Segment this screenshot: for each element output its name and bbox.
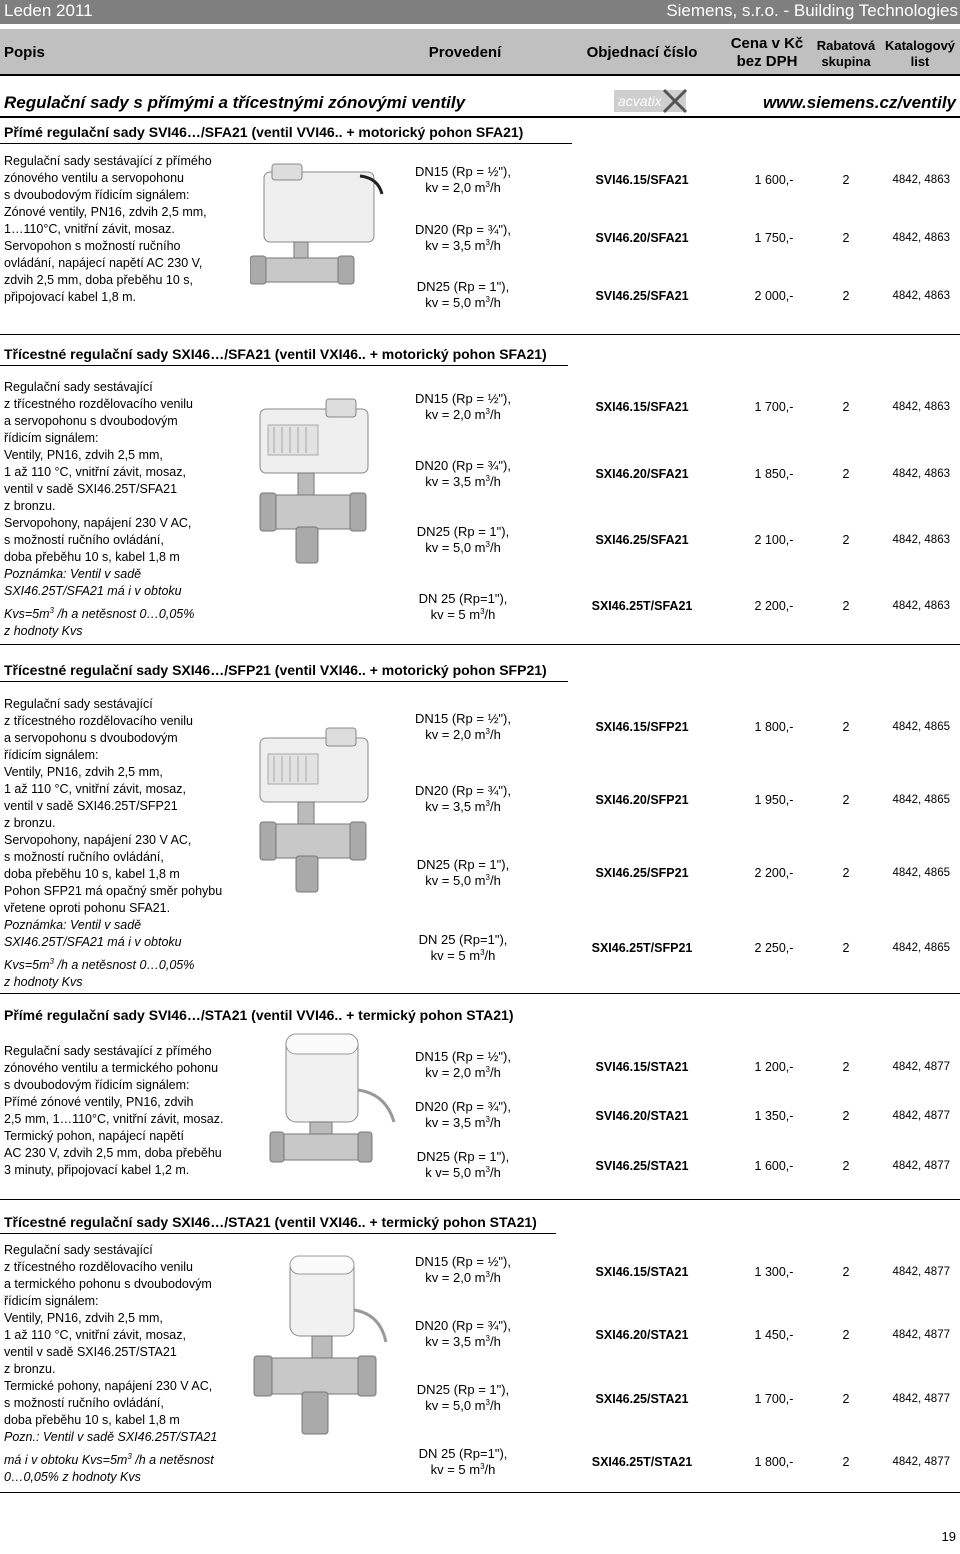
section-divider bbox=[0, 334, 960, 335]
order-code: SXI46.25T/SFA21 bbox=[591, 599, 693, 613]
variant-spec: DN25 (Rp = 1"), kv = 5,0 $m^3/h$ bbox=[416, 857, 510, 888]
variant-spec: DN15 (Rp = ½"), kv = 2,0 $m^3/h$ bbox=[414, 1049, 511, 1080]
desc-line: Servopohon s možností ručního bbox=[4, 239, 181, 253]
sub-header bbox=[0, 86, 960, 118]
catalog-list: 4842, 4863 bbox=[892, 401, 950, 413]
price: 1 200,- bbox=[754, 1060, 794, 1074]
desc-line: zónového ventilu a termického pohonu bbox=[4, 1061, 219, 1075]
desc-line: 1 až 110 °C, vnitřní závit, mosaz, bbox=[4, 465, 186, 479]
note-line: z hodnoty Kvs bbox=[4, 975, 83, 990]
valve-actuator-image bbox=[250, 158, 390, 293]
price: 1 300,- bbox=[754, 1265, 794, 1279]
catalog-list: 4842, 4863 bbox=[892, 600, 950, 612]
catalog-list: 4842, 4863 bbox=[892, 174, 950, 186]
col-katalog-1: Katalogový bbox=[884, 38, 956, 53]
desc-line: Regulační sady sestávající bbox=[4, 697, 153, 711]
rabat-group: 2 bbox=[842, 1265, 850, 1279]
col-rabat-1: Rabatová bbox=[816, 38, 876, 53]
desc-line: Regulační sady sestávající bbox=[4, 380, 153, 394]
section-title: Třícestné regulační sady SXI46…/SFP21 (ventil VXI46.. + motorický pohon SFP21) bbox=[4, 662, 547, 678]
desc-line: zónového ventilu a servopohonu bbox=[4, 171, 184, 185]
variant-spec: DN15 (Rp = ½"), kv = 2,0 $m^3/h$ bbox=[414, 164, 511, 195]
note-line: Poznámka: Ventil v sadě bbox=[4, 567, 142, 581]
price: 2 200,- bbox=[754, 866, 794, 880]
desc-line: z třícestného rozdělovacího venilu bbox=[4, 714, 193, 728]
price: 1 700,- bbox=[754, 400, 794, 414]
section-divider bbox=[0, 644, 960, 645]
desc-line: z bronzu. bbox=[4, 1362, 56, 1376]
order-code: SXI46.15/SFP21 bbox=[595, 720, 689, 734]
rabat-group: 2 bbox=[842, 1060, 850, 1074]
catalog-list: 4842, 4865 bbox=[892, 867, 950, 879]
order-code: SXI46.25T/SFP21 bbox=[591, 941, 693, 955]
desc-line: doba přeběhu 10 s, kabel 1,8 m bbox=[4, 550, 180, 564]
rabat-group: 2 bbox=[842, 173, 850, 187]
variant-spec: DN 25 (Rp=1"), kv = 5 $m^3/h$ bbox=[418, 932, 508, 963]
website-url: www.siemens.cz/ventily bbox=[762, 93, 956, 112]
catalog-list: 4842, 4863 bbox=[892, 232, 950, 244]
desc-line: AC 230 V, zdvih 2,5 mm, doba přeběhu bbox=[4, 1146, 222, 1160]
section-description bbox=[4, 1043, 223, 1179]
section-underline bbox=[0, 365, 568, 366]
price: 1 350,- bbox=[754, 1109, 794, 1123]
order-code: SVI46.20/SFA21 bbox=[595, 231, 689, 245]
desc-line: 3 minuty, připojovací kabel 1,2 m. bbox=[4, 1163, 190, 1177]
column-header bbox=[0, 29, 960, 76]
note-line: Kvs=5m bbox=[4, 607, 50, 622]
order-code: SXI46.15/STA21 bbox=[595, 1265, 689, 1279]
price: 1 600,- bbox=[754, 1159, 794, 1173]
catalog-list: 4842, 4877 bbox=[892, 1061, 950, 1073]
variant-spec: DN20 (Rp = ¾"), kv = 3,5 $m^3/h$ bbox=[414, 783, 511, 814]
desc-line: ovládání, napájecí napětí AC 230 V, bbox=[4, 256, 203, 270]
desc-line: zdvih 2,5 mm, doba přeběhu 10 s, bbox=[4, 273, 194, 287]
desc-line: Ventily, PN16, zdvih 2,5 mm, bbox=[4, 1311, 163, 1325]
variant-spec: DN15 (Rp = ½"), kv = 2,0 $m^3/h$ bbox=[414, 391, 511, 422]
section-description: Regulační sady sestávající z třícestného rozdělovacího venilu a termického pohonu s dvoubodovým řídicím signálem: Ventily, PN16, zdvih 2,5 mm, 1 až 110 °C, vnitřní závit, mosaz, ventil v sadě SXI46.25T/STA21 z bronzu. Termické pohony, napájení 230 V AC, s možností ručního ovládání, doba přeběhu 10 s, kabel 1,8 m Pozn.: Ventil v sadě SXI46.25T/STA21 má i v obtoku $Kvs=5m^3$ /h a netěsnost 0…0,05% z hodnoty Kvs bbox=[4, 1243, 218, 1485]
price: 1 750,- bbox=[754, 231, 794, 245]
date-label: Leden 2011 bbox=[4, 1, 93, 20]
col-rabat-2: skupina bbox=[821, 54, 871, 69]
desc-line: doba přeběhu 10 s, kabel 1,8 m bbox=[4, 1413, 180, 1427]
rabat-group: 2 bbox=[842, 1109, 850, 1123]
acvatix-logo bbox=[614, 86, 688, 116]
note-line: z hodnoty Kvs bbox=[4, 624, 83, 639]
page-number: 19 bbox=[941, 1529, 956, 1544]
desc-line: Regulační sady sestávající z přímého bbox=[4, 154, 212, 168]
note-line: má i v obtoku Kvs=5m bbox=[4, 1453, 128, 1468]
desc-line: s možností ručního ovládání, bbox=[4, 533, 164, 547]
variant-spec: DN15 (Rp = ½"), kv = 2,0 $m^3/h$ bbox=[414, 711, 511, 742]
order-code: SVI46.15/SFA21 bbox=[595, 173, 689, 187]
variant-spec: DN25 (Rp = 1"), kv = 5,0 $m^3/h$ bbox=[416, 1382, 510, 1413]
col-popis: Popis bbox=[4, 44, 45, 61]
col-cena-1: Cena v Kč bbox=[730, 35, 804, 52]
desc-line: ventil v sadě SXI46.25T/STA21 bbox=[4, 1345, 177, 1359]
rabat-group: 2 bbox=[842, 289, 850, 303]
desc-line: Servopohony, napájení 230 V AC, bbox=[4, 516, 192, 530]
note-line: Kvs=5m bbox=[4, 958, 50, 973]
rabat-group: 2 bbox=[842, 1392, 850, 1406]
desc-line: 1 až 110 °C, vnitřní závit, mosaz, bbox=[4, 1328, 186, 1342]
rabat-group: 2 bbox=[842, 793, 850, 807]
rabat-group: 2 bbox=[842, 1328, 850, 1342]
price: 2 100,- bbox=[754, 533, 794, 547]
catalog-list: 4842, 4863 bbox=[892, 468, 950, 480]
section-underline bbox=[0, 1233, 556, 1234]
rabat-group: 2 bbox=[842, 231, 850, 245]
desc-line: s dvoubodovým řídicím signálem: bbox=[4, 1078, 190, 1092]
section-divider bbox=[0, 1199, 960, 1200]
desc-line: ventil v sadě SXI46.25T/SFA21 bbox=[4, 482, 178, 496]
rabat-group: 2 bbox=[842, 866, 850, 880]
variant-spec: DN20 (Rp = ¾"), kv = 3,5 $m^3/h$ bbox=[414, 1318, 511, 1349]
desc-line: z bronzu. bbox=[4, 816, 56, 830]
variant-spec: DN25 (Rp = 1"), kv = 5,0 $m^3/h$ bbox=[416, 524, 510, 555]
catalog-list: 4842, 4865 bbox=[892, 721, 950, 733]
note-line: Pozn.: Ventil v sadě SXI46.25T/STA21 bbox=[4, 1430, 218, 1444]
desc-line: z třícestného rozdělovacího venilu bbox=[4, 1260, 193, 1274]
order-code: SVI46.25/SFA21 bbox=[595, 289, 689, 303]
variant-spec: DN20 (Rp = ¾"), kv = 3,5 $m^3/h$ bbox=[414, 1099, 511, 1130]
note-line: Poznámka: Ventil v sadě bbox=[4, 918, 142, 932]
desc-line: z třícestného rozdělovacího venilu bbox=[4, 397, 193, 411]
catalog-list: 4842, 4865 bbox=[892, 794, 950, 806]
logo-text: acvatix bbox=[618, 93, 662, 109]
order-code: SXI46.20/SFA21 bbox=[595, 467, 689, 481]
desc-line: Přímé zónové ventily, PN16, zdvih bbox=[4, 1095, 194, 1109]
price: 1 950,- bbox=[754, 793, 794, 807]
variant-spec: DN15 (Rp = ½"), kv = 2,0 $m^3/h$ bbox=[414, 1254, 511, 1285]
variant-spec: DN20 (Rp = ¾"), kv = 3,5 $m^3/h$ bbox=[414, 458, 511, 489]
catalog-list: 4842, 4863 bbox=[892, 534, 950, 546]
price: 1 450,- bbox=[754, 1328, 794, 1342]
rabat-group: 2 bbox=[842, 599, 850, 613]
rabat-group: 2 bbox=[842, 1159, 850, 1173]
desc-line: řídicím signálem: bbox=[4, 1294, 99, 1308]
price: 2 200,- bbox=[754, 599, 794, 613]
variant-spec: DN20 (Rp = ¾"), kv = 3,5 $m^3/h$ bbox=[414, 222, 511, 253]
order-code: SXI46.15/SFA21 bbox=[595, 400, 689, 414]
section-divider bbox=[0, 993, 960, 994]
desc-line: Pohon SFP21 má opačný směr pohybu bbox=[4, 884, 223, 898]
price: 1 600,- bbox=[754, 173, 794, 187]
order-code: SVI46.20/STA21 bbox=[595, 1109, 689, 1123]
desc-line: Regulační sady sestávající bbox=[4, 1243, 153, 1257]
desc-line: ventil v sadě SXI46.25T/SFP21 bbox=[4, 799, 178, 813]
catalog-list: 4842, 4877 bbox=[892, 1110, 950, 1122]
rabat-group: 2 bbox=[842, 533, 850, 547]
desc-line: Termický pohon, napájecí napětí bbox=[4, 1129, 184, 1143]
desc-line: doba přeběhu 10 s, kabel 1,8 m bbox=[4, 867, 180, 881]
desc-line: řídicím signálem: bbox=[4, 431, 99, 445]
desc-line: Regulační sady sestávající z přímého bbox=[4, 1044, 212, 1058]
rabat-group: 2 bbox=[842, 720, 850, 734]
price: 1 850,- bbox=[754, 467, 794, 481]
three-way-thermal-valve-image bbox=[250, 1252, 400, 1452]
desc-line: a servopohonu s dvoubodovým bbox=[4, 414, 178, 428]
col-objednaci: Objednací číslo bbox=[586, 44, 698, 61]
note-line: /h a netěsnost bbox=[131, 1453, 214, 1468]
col-provedeni: Provedení bbox=[428, 44, 502, 61]
desc-line: vřetene oproti pohonu SFA21. bbox=[4, 901, 171, 915]
company-label: Siemens, s.r.o. - Building Technologies bbox=[666, 1, 958, 20]
desc-line: a servopohonu s dvoubodovým bbox=[4, 731, 178, 745]
desc-line: s možností ručního ovládání, bbox=[4, 1396, 164, 1410]
desc-line: 1 až 110 °C, vnitřní závit, mosaz, bbox=[4, 782, 186, 796]
section-underline bbox=[0, 681, 568, 682]
rabat-group: 2 bbox=[842, 400, 850, 414]
three-way-valve-image bbox=[246, 724, 396, 904]
desc-line: řídicím signálem: bbox=[4, 748, 99, 762]
variant-spec: DN 25 (Rp=1"), kv = 5 $m^3/h$ bbox=[418, 591, 508, 622]
note-line: /h a netěsnost 0…0,05% bbox=[53, 958, 195, 973]
price: 1 800,- bbox=[754, 720, 794, 734]
rabat-group: 2 bbox=[842, 941, 850, 955]
desc-line: Servopohony, napájení 230 V AC, bbox=[4, 833, 192, 847]
order-code: SXI46.25/SFA21 bbox=[595, 533, 689, 547]
three-way-valve-image bbox=[246, 395, 396, 575]
rabat-group: 2 bbox=[842, 467, 850, 481]
catalog-list: 4842, 4877 bbox=[892, 1456, 950, 1468]
catalog-list: 4842, 4877 bbox=[892, 1160, 950, 1172]
section-description: Regulační sady sestávající z třícestného rozdělovacího venilu a servopohonu s dvoubodovým řídicím signálem: Ventily, PN16, zdvih 2,5 mm, 1 až 110 °C, vnitřní závit, mosaz, ventil v sadě SXI46.25T/SFA21 z bronzu. Servopohony, napájení 230 V AC, s možností ručního ovládání, doba přeběhu 10 s, kabel 1,8 m Poznámka: Ventil v sadě SXI46.25T/SFA21 má i v obtoku $Kvs=5m^3$ /h a netěsnost 0…0,05% z hodnoty Kvs bbox=[4, 380, 195, 639]
note-line: SXI46.25T/SFA21 má i v obtoku bbox=[4, 935, 182, 949]
rabat-group: 2 bbox=[842, 1455, 850, 1469]
order-code: SXI46.25/SFP21 bbox=[595, 866, 689, 880]
catalog-list: 4842, 4865 bbox=[892, 942, 950, 954]
variant-spec: DN 25 (Rp=1"), kv = 5 $m^3/h$ bbox=[418, 1446, 508, 1477]
desc-line: Zónové ventily, PN16, zdvih 2,5 mm, bbox=[4, 205, 207, 219]
section-title: Přímé regulační sady SVI46…/SFA21 (ventil VVI46.. + motorický pohon SFA21) bbox=[4, 124, 524, 140]
desc-line: s dvoubodovým řídicím signálem: bbox=[4, 188, 190, 202]
col-katalog-2: list bbox=[910, 54, 930, 69]
section-description bbox=[4, 153, 212, 306]
desc-line: Termické pohony, napájení 230 V AC, bbox=[4, 1379, 213, 1393]
order-code: SXI46.20/SFP21 bbox=[595, 793, 689, 807]
section-divider bbox=[0, 1492, 960, 1493]
section-title: Třícestné regulační sady SXI46…/SFA21 (ventil VXI46.. + motorický pohon SFA21) bbox=[4, 346, 547, 362]
order-code: SVI46.15/STA21 bbox=[595, 1060, 689, 1074]
order-code: SXI46.25T/STA21 bbox=[591, 1455, 693, 1469]
desc-line: Ventily, PN16, zdvih 2,5 mm, bbox=[4, 765, 163, 779]
desc-line: s možností ručního ovládání, bbox=[4, 850, 164, 864]
note-line: /h a netěsnost 0…0,05% bbox=[53, 607, 195, 622]
thermal-actuator-valve-image bbox=[268, 1030, 398, 1180]
note-line: 0…0,05% z hodnoty Kvs bbox=[4, 1470, 141, 1485]
price: 1 800,- bbox=[754, 1455, 794, 1469]
col-cena-2: bez DPH bbox=[736, 53, 798, 70]
page-title: Regulační sady s přímými a třícestnými zónovými ventily bbox=[4, 93, 466, 112]
order-code: SXI46.20/STA21 bbox=[595, 1328, 689, 1342]
catalog-list: 4842, 4877 bbox=[892, 1266, 950, 1278]
catalog-list: 4842, 4877 bbox=[892, 1329, 950, 1341]
top-strip bbox=[0, 0, 960, 24]
desc-line: a termického pohonu s dvoubodovým bbox=[4, 1277, 212, 1291]
order-code: SVI46.25/STA21 bbox=[595, 1159, 689, 1173]
variant-spec: DN25 (Rp = 1"), k v= 5,0 $m^3/h$ bbox=[416, 1149, 510, 1180]
catalog-list: 4842, 4877 bbox=[892, 1393, 950, 1405]
desc-line: z bronzu. bbox=[4, 499, 56, 513]
section-title: Přímé regulační sady SVI46…/STA21 (ventil VVI46.. + termický pohon STA21) bbox=[4, 1007, 514, 1023]
desc-line: 1…110°C, vnitřní závit, mosaz. bbox=[4, 222, 175, 236]
desc-line: Ventily, PN16, zdvih 2,5 mm, bbox=[4, 448, 163, 462]
section-title: Třícestné regulační sady SXI46…/STA21 (ventil VXI46.. + termický pohon STA21) bbox=[4, 1214, 537, 1230]
variant-spec: DN25 (Rp = 1"), kv = 5,0 $m^3/h$ bbox=[416, 279, 510, 310]
price: 2 000,- bbox=[754, 289, 794, 303]
price: 2 250,- bbox=[754, 941, 794, 955]
note-line: SXI46.25T/SFA21 má i v obtoku bbox=[4, 584, 182, 598]
catalog-list: 4842, 4863 bbox=[892, 290, 950, 302]
price: 1 700,- bbox=[754, 1392, 794, 1406]
section-description: Regulační sady sestávající z třícestného rozdělovacího venilu a servopohonu s dvoubodovým řídicím signálem: Ventily, PN16, zdvih 2,5 mm, 1 až 110 °C, vnitřní závit, mosaz, ventil v sadě SXI46.25T/SFP21 z bronzu. Servopohony, napájení 230 V AC, s možností ručního ovládání, doba přeběhu 10 s, kabel 1,8 m Pohon SFP21 má opačný směr pohybu vřetene oproti pohonu SFA21. Poznámka: Ventil v sadě SXI46.25T/SFA21 má i v obtoku $Kvs=5m^3$ /h a netěsnost 0…0,05% z hodnoty Kvs bbox=[4, 697, 223, 990]
desc-line: připojovací kabel 1,8 m. bbox=[4, 290, 137, 304]
desc-line: 2,5 mm, 1…110°C, vnitřní závit, mosaz. bbox=[4, 1112, 224, 1126]
order-code: SXI46.25/STA21 bbox=[595, 1392, 689, 1406]
section-underline bbox=[0, 143, 572, 144]
